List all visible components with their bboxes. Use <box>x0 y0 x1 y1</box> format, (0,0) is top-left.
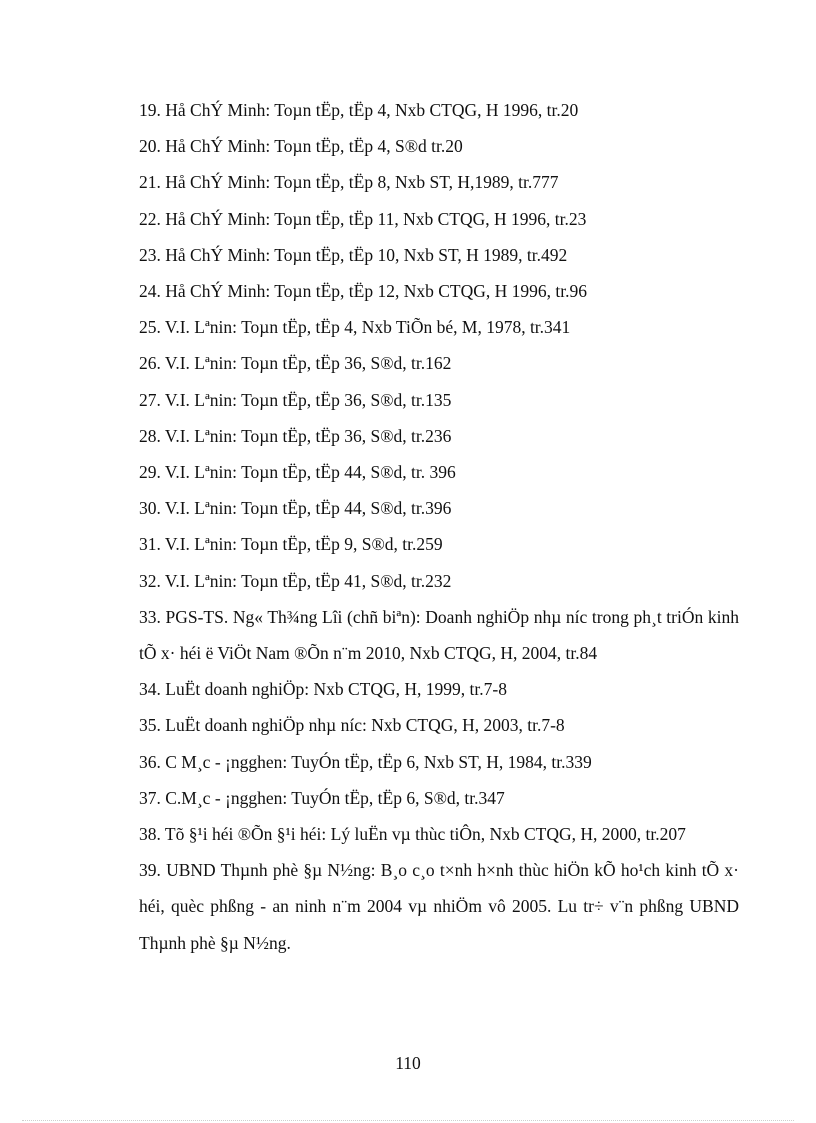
reference-item: 34. LuËt doanh nghiÖp: Nxb CTQG, H, 1999, tr.7-8 <box>139 679 507 700</box>
reference-item: 20. Hå ChÝ Minh: Toµn tËp, tËp 4, S®d tr.20 <box>139 136 463 157</box>
reference-item: 38. Tõ §¹i héi ®Õn §¹i héi: Lý luËn vµ thùc tiÔn, Nxb CTQG, H, 2000, tr.207 <box>139 824 686 845</box>
reference-item: 26. V.I. Lªnin: Toµn tËp, tËp 36, S®d, tr.162 <box>139 353 452 374</box>
reference-item: 22. Hå ChÝ Minh: Toµn tËp, tËp 11, Nxb CTQG, H 1996, tr.23 <box>139 208 587 229</box>
reference-item: 33. PGS-TS. Ng« Th¾ng Lîi (chñ biªn): Doanh nghiÖp nhµ níc trong ph¸t triÓn kinh tÕ x· héi ë ViÖt Nam ®Õn n¨m 2010, Nxb CTQG, H, 2004, tr.84 <box>139 606 739 664</box>
reference-item: 19. Hå ChÝ Minh: Toµn tËp, tËp 4, Nxb CTQG, H 1996, tr.20 <box>139 100 579 120</box>
reference-item: 36. C M¸c - ¡ngghen: TuyÓn tËp, tËp 6, Nxb ST, H, 1984, tr.339 <box>139 751 592 772</box>
reference-item: 35. LuËt doanh nghiÖp nhµ níc: Nxb CTQG, H, 2003, tr.7-8 <box>139 715 565 736</box>
page-number: 110 <box>395 1053 421 1073</box>
reference-item: 27. V.I. Lªnin: Toµn tËp, tËp 36, S®d, tr.135 <box>139 389 452 410</box>
reference-item: 30. V.I. Lªnin: Toµn tËp, tËp 44, S®d, tr.396 <box>139 498 452 519</box>
reference-item: 31. V.I. Lªnin: Toµn tËp, tËp 9, S®d, tr.259 <box>139 534 443 555</box>
reference-list <box>139 92 739 961</box>
reference-item: 39. UBND Thµnh phè §µ N½ng: B¸o c¸o t×nh h×nh thùc hiÖn kÕ ho¹ch kinh tÕ x· héi, quèc phßng - an ninh n¨m 2004 vµ nhiÖm vô 2005. Lu tr÷ v¨n phßng UBND Thµnh phè §µ N½ng. <box>139 860 739 953</box>
reference-item: 29. V.I. Lªnin: Toµn tËp, tËp 44, S®d, tr. 396 <box>139 462 456 483</box>
page-bottom-divider <box>22 1120 794 1121</box>
reference-item: 25. V.I. Lªnin: Toµn tËp, tËp 4, Nxb TiÕn bé, M, 1978, tr.341 <box>139 317 571 338</box>
reference-item: 32. V.I. Lªnin: Toµn tËp, tËp 41, S®d, tr.232 <box>139 570 452 591</box>
reference-item: 28. V.I. Lªnin: Toµn tËp, tËp 36, S®d, tr.236 <box>139 425 452 446</box>
reference-item: 23. Hå ChÝ Minh: Toµn tËp, tËp 10, Nxb ST, H 1989, tr.492 <box>139 244 568 265</box>
reference-item: 37. C.M¸c - ¡ngghen: TuyÓn tËp, tËp 6, S®d, tr.347 <box>139 787 505 808</box>
reference-item: 24. Hå ChÝ Minh: Toµn tËp, tËp 12, Nxb CTQG, H 1996, tr.96 <box>139 281 587 302</box>
reference-item: 21. Hå ChÝ Minh: Toµn tËp, tËp 8, Nxb ST, H,1989, tr.777 <box>139 172 559 193</box>
